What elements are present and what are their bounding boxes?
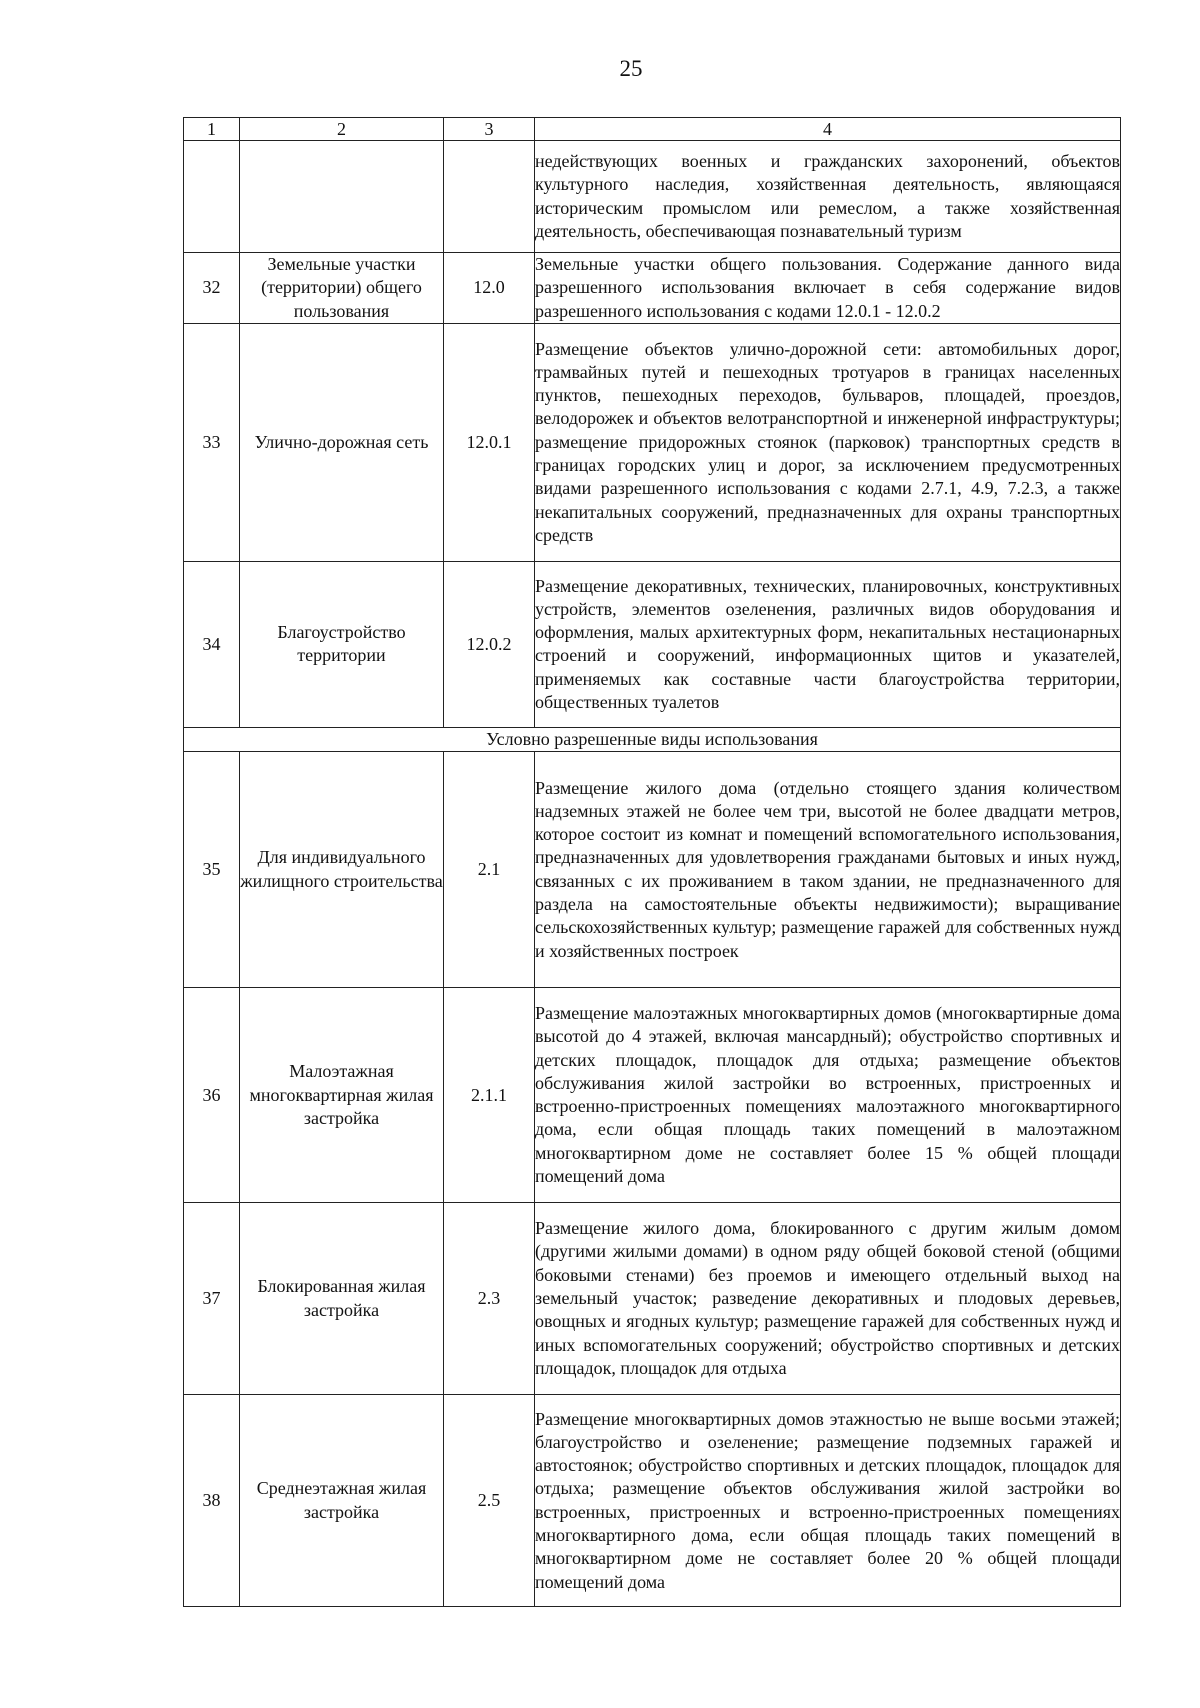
- table-row: [184, 253, 1121, 324]
- use-description: недействующих военных и гражданских захоронений, объектов культурного наследия, хозяйственная деятельность, являющаяся историческим промыслом или ремеслом, а также хозяйственная деятельность, обеспечивающая познавательный туризм: [535, 141, 1121, 253]
- use-code: 2.1: [444, 752, 535, 988]
- use-description: Размещение жилого дома (отдельно стоящего здания количеством надземных этажей не более чем три, высотой не более двадцати метров, которое состоит из комнат и помещений вспомогательного использования, предназначенных для удовлетворения гражданами бытовых и иных нужд, связанных с их проживанием в таком здании, не предназначенного для раздела на самостоятельные объекты недвижимости); выращивание сельскохозяйственных культур; размещение гаражей для собственных нужд и хозяйственных построек: [535, 752, 1121, 988]
- use-code: 2.5: [444, 1395, 535, 1607]
- use-description: Размещение малоэтажных многоквартирных домов (многоквартирные дома высотой до 4 этажей, включая мансардный); обустройство спортивных и детских площадок, площадок для отдыха; размещение объектов обслуживания жилой застройки во встроенных, пристроенных и встроенно-пристроенных помещениях малоэтажного многоквартирного дома, если общая площадь таких помещений в малоэтажном многоквартирном доме не составляет более 15 % общей площади помещений дома: [535, 988, 1121, 1203]
- use-description: Размещение объектов улично-дорожной сети: автомобильных дорог, трамвайных путей и пешеходных тротуаров в границах населенных пунктов, пешеходных переходов, бульваров, площадей, проездов, велодорожек и объектов велотранспортной и инженерной инфраструктуры; размещение придорожных стоянок (парковок) транспортных средств в границах городских улиц и дорог, за исключением предусмотренных видами разрешенного использования с кодами 2.7.1, 4.9, 7.2.3, а также некапитальных сооружений, предназначенных для охраны транспортных средств: [535, 323, 1121, 561]
- use-code: 12.0.1: [444, 323, 535, 561]
- continuation-row: [184, 141, 1121, 253]
- land-use-table: [183, 117, 1121, 1607]
- table-row: [184, 561, 1121, 727]
- table-row: [184, 1203, 1121, 1395]
- column-header: 1: [184, 118, 240, 141]
- use-code: 12.0.2: [444, 561, 535, 727]
- section-title: Условно разрешенные виды использования: [184, 727, 1121, 751]
- row-number: 36: [184, 988, 240, 1203]
- column-header: 2: [240, 118, 444, 141]
- row-number: 38: [184, 1395, 240, 1607]
- row-number: 34: [184, 561, 240, 727]
- column-header: 4: [535, 118, 1121, 141]
- header-row: [184, 118, 1121, 141]
- use-code: 2.1.1: [444, 988, 535, 1203]
- section-row: [184, 727, 1121, 751]
- use-code: [444, 141, 535, 253]
- table-row: [184, 752, 1121, 988]
- use-description: Размещение жилого дома, блокированного с другим жилым домом (другими жилыми домами) в одном ряду общей боковой стеной (общими боковыми стенами) без проемов и имеющего отдельный выход на земельный участок; разведение декоративных и плодовых деревьев, овощных и ягодных культур; размещение гаражей для собственных нужд и иных вспомогательных сооружений; обустройство спортивных и детских площадок, площадок для отдыха: [535, 1203, 1121, 1395]
- row-number: 37: [184, 1203, 240, 1395]
- use-description: Размещение многоквартирных домов этажностью не выше восьми этажей; благоустройство и озеленение; размещение подземных гаражей и автостоянок; обустройство спортивных и детских площадок, площадок для отдыха; размещение объектов обслуживания жилой застройки во встроенных, пристроенных и встроенно-пристроенных помещениях многоквартирного дома, если общая площадь таких помещений в многоквартирном доме не составляет более 20 % общей площади помещений дома: [535, 1395, 1121, 1607]
- use-description: Земельные участки общего пользования. Содержание данного вида разрешенного использования включает в себя содержание видов разрешенного использования с кодами 12.0.1 - 12.0.2: [535, 253, 1121, 324]
- use-name: Земельные участки (территории) общего пользования: [240, 253, 444, 324]
- use-code: 2.3: [444, 1203, 535, 1395]
- use-description: Размещение декоративных, технических, планировочных, конструктивных устройств, элементов озеленения, различных видов оборудования и оформления, малых архитектурных форм, некапитальных нестационарных строений и сооружений, информационных щитов и указателей, применяемых как составные части благоустройства территории, общественных туалетов: [535, 561, 1121, 727]
- row-number: [184, 141, 240, 253]
- use-name: Благоустройство территории: [240, 561, 444, 727]
- use-code: 12.0: [444, 253, 535, 324]
- page-number: 25: [619, 56, 643, 81]
- use-name: Улично-дорожная сеть: [240, 323, 444, 561]
- use-name: Для индивидуального жилищного строительства: [240, 752, 444, 988]
- row-number: 35: [184, 752, 240, 988]
- column-header: 3: [444, 118, 535, 141]
- table-row: [184, 988, 1121, 1203]
- use-name: Блокированная жилая застройка: [240, 1203, 444, 1395]
- row-number: 33: [184, 323, 240, 561]
- row-number: 32: [184, 253, 240, 324]
- table-row: [184, 323, 1121, 561]
- use-name: Среднеэтажная жилая застройка: [240, 1395, 444, 1607]
- use-name: [240, 141, 444, 253]
- table-row: [184, 1395, 1121, 1607]
- use-name: Малоэтажная многоквартирная жилая застройка: [240, 988, 444, 1203]
